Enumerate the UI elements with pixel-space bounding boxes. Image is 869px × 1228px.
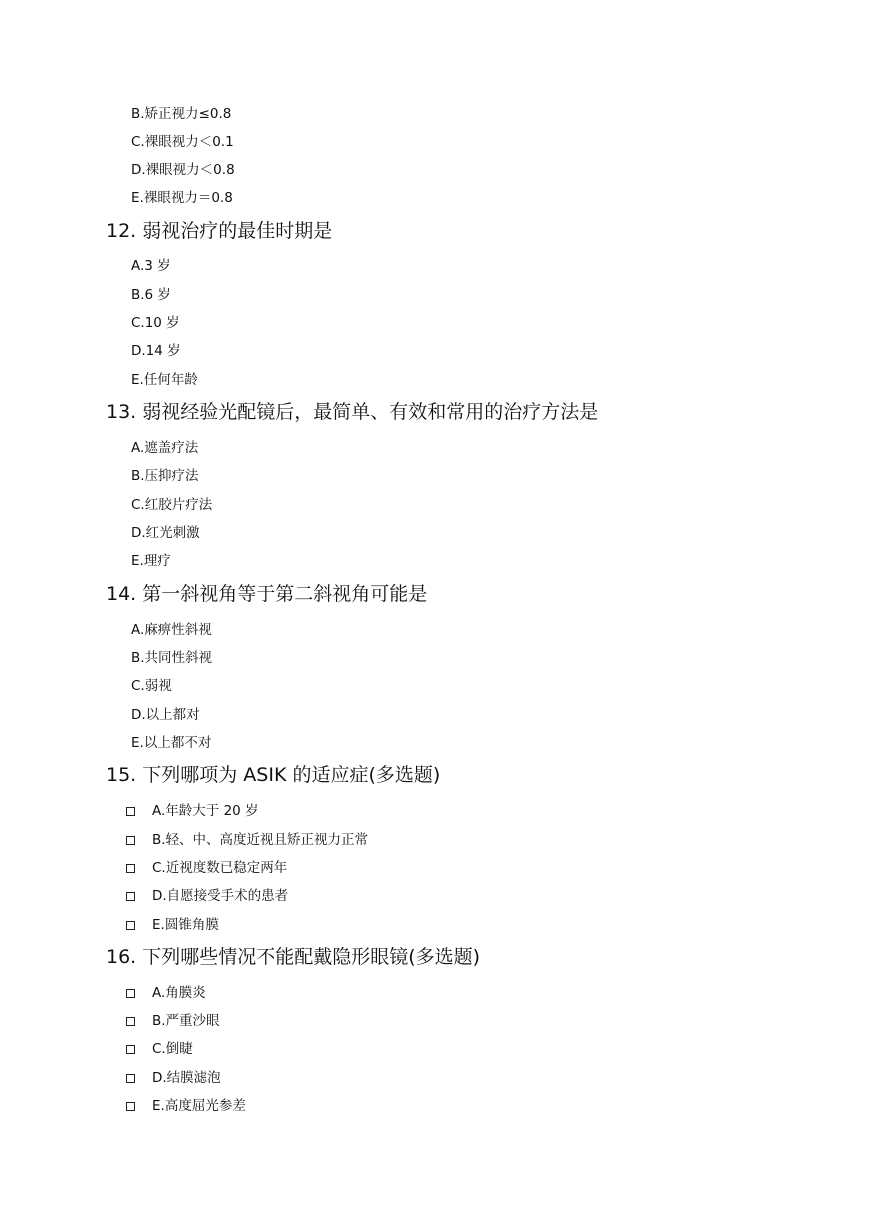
q13-option-e: E.理疗 xyxy=(131,553,171,569)
q15-option-d-label: D.自愿接受手术的患者 xyxy=(152,888,289,904)
q12-option-c: C.10 岁 xyxy=(131,315,180,331)
q15-option-a-label: A.年龄大于 20 岁 xyxy=(152,803,259,819)
q11-option-b: B.矫正视力≤0.8 xyxy=(131,106,232,122)
q14-option-a: A.麻痹性斜视 xyxy=(131,622,212,638)
q16-option-d-label: D.结膜滤泡 xyxy=(152,1070,221,1086)
q14-option-c: C.弱视 xyxy=(131,678,172,694)
q16-option-e[interactable] xyxy=(126,1096,246,1116)
q13-option-d: D.红光刺激 xyxy=(131,525,200,541)
checkbox-icon[interactable] xyxy=(126,1074,135,1083)
q13-option-c: C.红胶片疗法 xyxy=(131,497,213,513)
q14-option-b: B.共同性斜视 xyxy=(131,650,213,666)
q16-option-a[interactable] xyxy=(126,983,206,1003)
q15-option-e[interactable] xyxy=(126,915,219,935)
checkbox-icon[interactable] xyxy=(126,989,135,998)
question-13-title: 13. 弱视经验光配镜后，最简单、有效和常用的治疗方法是 xyxy=(106,401,599,423)
q16-option-b-label: B.严重沙眼 xyxy=(152,1013,220,1029)
checkbox-icon[interactable] xyxy=(126,836,135,845)
q16-option-b[interactable] xyxy=(126,1011,220,1031)
q11-option-c: C.裸眼视力＜0.1 xyxy=(131,134,234,150)
checkbox-icon[interactable] xyxy=(126,864,135,873)
checkbox-icon[interactable] xyxy=(126,807,135,816)
q15-option-b[interactable] xyxy=(126,830,368,850)
q16-option-e-label: E.高度屈光参差 xyxy=(152,1098,246,1114)
q13-option-a: A.遮盖疗法 xyxy=(131,440,199,456)
q14-option-d: D.以上都对 xyxy=(131,707,200,723)
q15-option-a[interactable] xyxy=(126,801,259,821)
question-12-title: 12. 弱视治疗的最佳时期是 xyxy=(106,220,333,242)
q12-option-d: D.14 岁 xyxy=(131,343,181,359)
q15-option-c[interactable] xyxy=(126,858,287,878)
question-15-title: 15. 下列哪项为 ASIK 的适应症(多选题) xyxy=(106,764,441,786)
q12-option-b: B.6 岁 xyxy=(131,287,171,303)
q16-option-d[interactable] xyxy=(126,1068,221,1088)
checkbox-icon[interactable] xyxy=(126,921,135,930)
q11-option-e: E.裸眼视力＝0.8 xyxy=(131,190,233,206)
q16-option-c-label: C.倒睫 xyxy=(152,1041,193,1057)
checkbox-icon[interactable] xyxy=(126,1102,135,1111)
q12-option-e: E.任何年龄 xyxy=(131,372,198,388)
q16-option-a-label: A.角膜炎 xyxy=(152,985,206,1001)
q15-option-e-label: E.圆锥角膜 xyxy=(152,917,219,933)
q15-option-b-label: B.轻、中、高度近视且矫正视力正常 xyxy=(152,832,369,848)
q15-option-d[interactable] xyxy=(126,886,288,906)
checkbox-icon[interactable] xyxy=(126,1045,135,1054)
question-14-title: 14. 第一斜视角等于第二斜视角可能是 xyxy=(106,583,428,605)
q11-option-d: D.裸眼视力＜0.8 xyxy=(131,162,235,178)
q13-option-b: B.压抑疗法 xyxy=(131,468,199,484)
q16-option-c[interactable] xyxy=(126,1039,193,1059)
q12-option-a: A.3 岁 xyxy=(131,258,171,274)
question-16-title: 16. 下列哪些情况不能配戴隐形眼镜(多选题) xyxy=(106,946,481,968)
q14-option-e: E.以上都不对 xyxy=(131,735,212,751)
checkbox-icon[interactable] xyxy=(126,892,135,901)
checkbox-icon[interactable] xyxy=(126,1017,135,1026)
q15-option-c-label: C.近视度数已稳定两年 xyxy=(152,860,288,876)
